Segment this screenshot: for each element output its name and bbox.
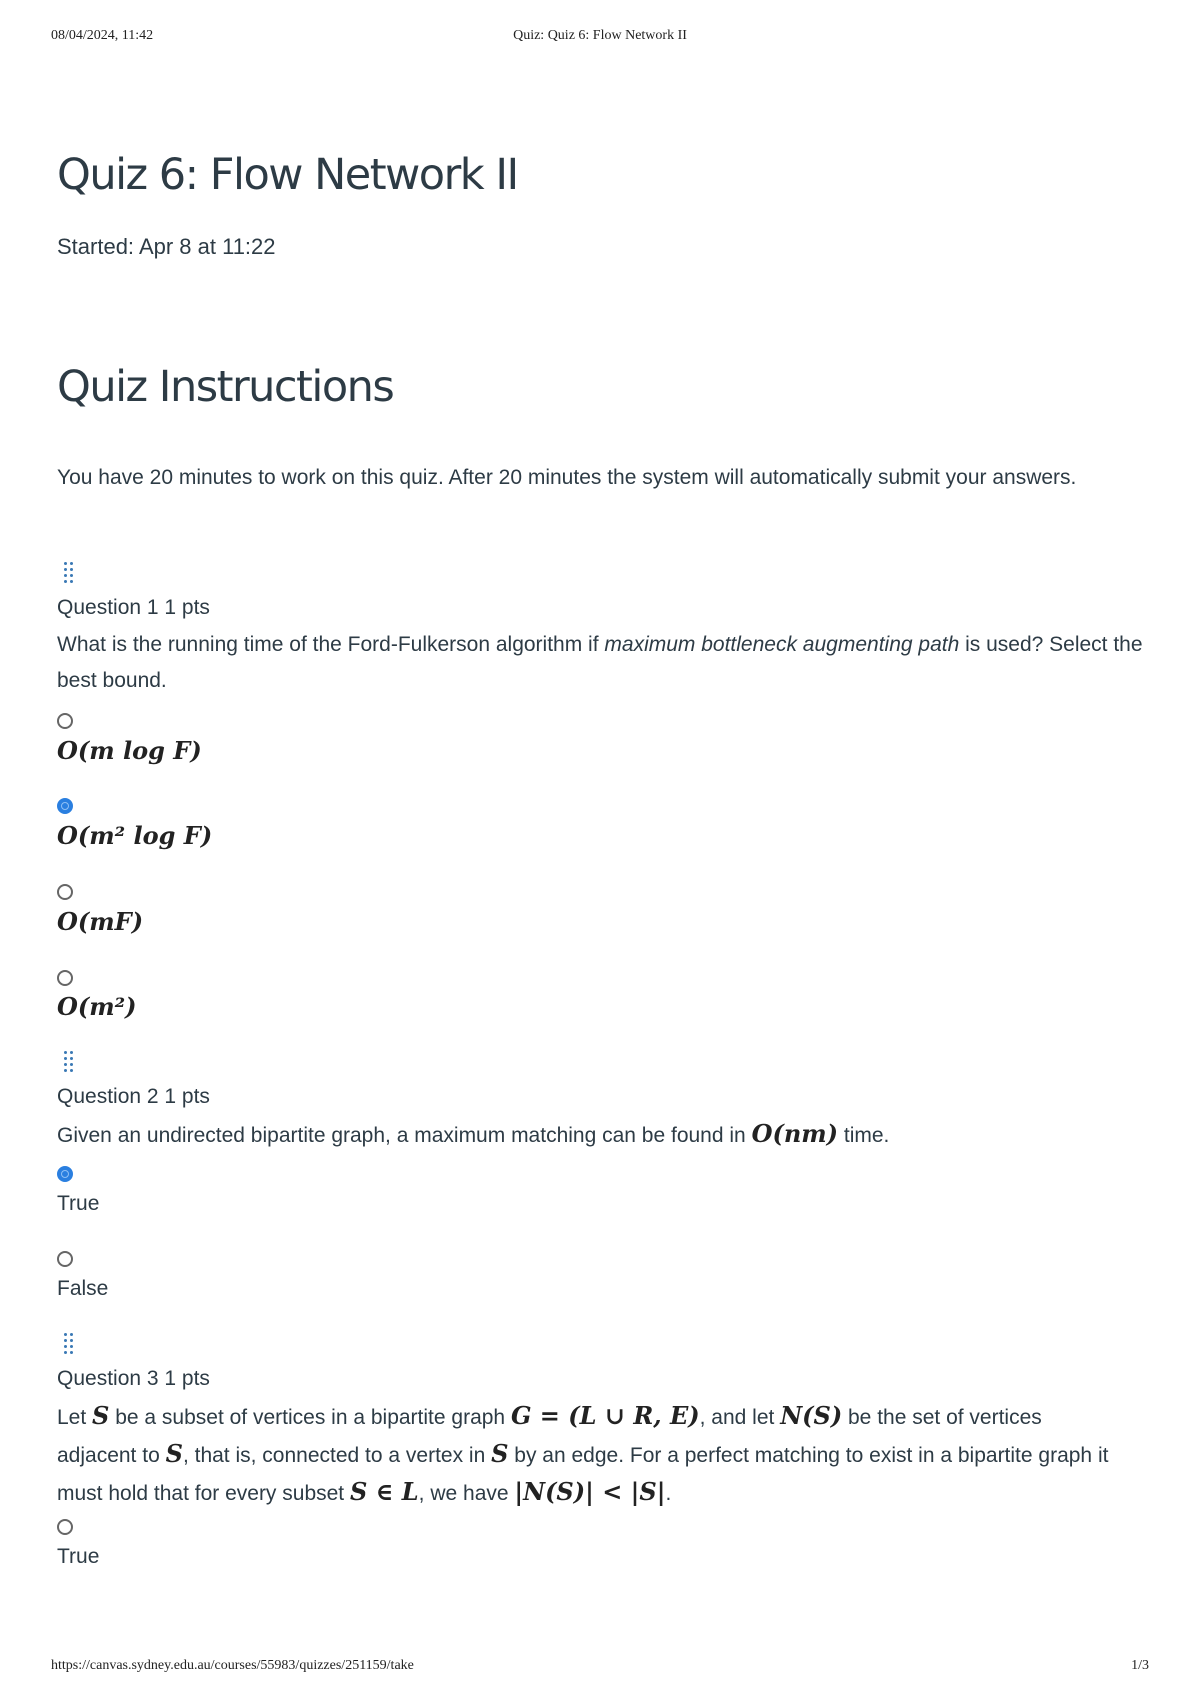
drag-handle-icon[interactable] (62, 1331, 76, 1355)
print-footer (51, 1658, 1149, 1678)
instructions-heading: Quiz Instructions (57, 362, 394, 412)
question-1-text-part: is used? Select the best bound. (57, 633, 1143, 692)
question-3-text-part: Let (57, 1406, 93, 1429)
print-header (51, 28, 1149, 48)
question-3-text-part: , that is, connected to a vertex in (182, 1444, 492, 1467)
question-3-text-part: , we have (418, 1482, 515, 1505)
question-3-math: N(S) (780, 1401, 843, 1430)
answer-2a-label: True (57, 1192, 100, 1215)
question-2-text-part: time. (838, 1124, 890, 1147)
question-3-text-part: be a subset of vertices in a bipartite graph (109, 1406, 511, 1429)
radio-button-icon[interactable] (57, 970, 73, 986)
answer-3a-label: True (57, 1545, 100, 1568)
question-3-text-part: be the set of vertices adjacent to (57, 1406, 1042, 1467)
question-1-text (57, 627, 1147, 699)
question-1-header: Question 1 1 pts (57, 596, 210, 619)
answer-1c-label: O(mF) (57, 907, 144, 936)
radio-button-icon[interactable] (57, 713, 73, 729)
print-date: 08/04/2024, 11:42 (51, 28, 154, 43)
answer-1d-label: O(m²) (57, 992, 137, 1021)
radio-button-icon[interactable] (57, 798, 73, 814)
answer-1a-label: O(m log F) (57, 736, 202, 765)
question-3-text-part: , and let (699, 1406, 781, 1429)
question-1-text-emphasis: maximum bottleneck augmenting path (604, 633, 960, 656)
question-3-text-part: . (665, 1482, 672, 1505)
question-2-text-part: Given an undirected bipartite graph, a maximum matching can be found in (57, 1124, 752, 1147)
question-3-header: Question 3 1 pts (57, 1367, 210, 1390)
instructions-text: You have 20 minutes to work on this quiz. After 20 minutes the system will automatically submit your answers. (57, 466, 1077, 489)
drag-handle-icon[interactable] (62, 1049, 76, 1073)
question-1-text-part: What is the running time of the Ford-Fulkerson algorithm if (57, 633, 605, 656)
print-page-title: Quiz: Quiz 6: Flow Network II (513, 28, 687, 43)
question-2-math: O(nm) (751, 1119, 839, 1148)
question-3-text (57, 1398, 1117, 1512)
question-2-header: Question 2 1 pts (57, 1085, 210, 1108)
radio-button-icon[interactable] (57, 1166, 73, 1182)
answer-2b-label: False (57, 1277, 109, 1300)
question-3-math: S (165, 1439, 183, 1468)
print-url: https://canvas.sydney.edu.au/courses/55983/quizzes/251159/take (51, 1658, 414, 1673)
answer-1b-label: O(m² log F) (57, 821, 213, 850)
radio-button-icon[interactable] (57, 1519, 73, 1535)
radio-button-icon[interactable] (57, 884, 73, 900)
radio-button-icon[interactable] (57, 1251, 73, 1267)
question-3-math: S (491, 1439, 509, 1468)
question-3-math: S (92, 1401, 110, 1430)
drag-handle-icon[interactable] (62, 560, 76, 584)
started-time: Started: Apr 8 at 11:22 (57, 234, 276, 259)
question-2-text (57, 1116, 1147, 1154)
question-3-math: |N(S)| < |S| (514, 1477, 666, 1506)
print-page-number: 1/3 (1131, 1658, 1149, 1673)
question-3-text-part: by an edge. For a perfect matching to exist in a bipartite graph it must hold that for every subset (57, 1444, 1109, 1505)
question-3-math: S ∈ L (349, 1477, 419, 1506)
question-3-math: G = (L ∪ R, E) (510, 1401, 700, 1430)
page-title: Quiz 6: Flow Network II (57, 150, 518, 200)
